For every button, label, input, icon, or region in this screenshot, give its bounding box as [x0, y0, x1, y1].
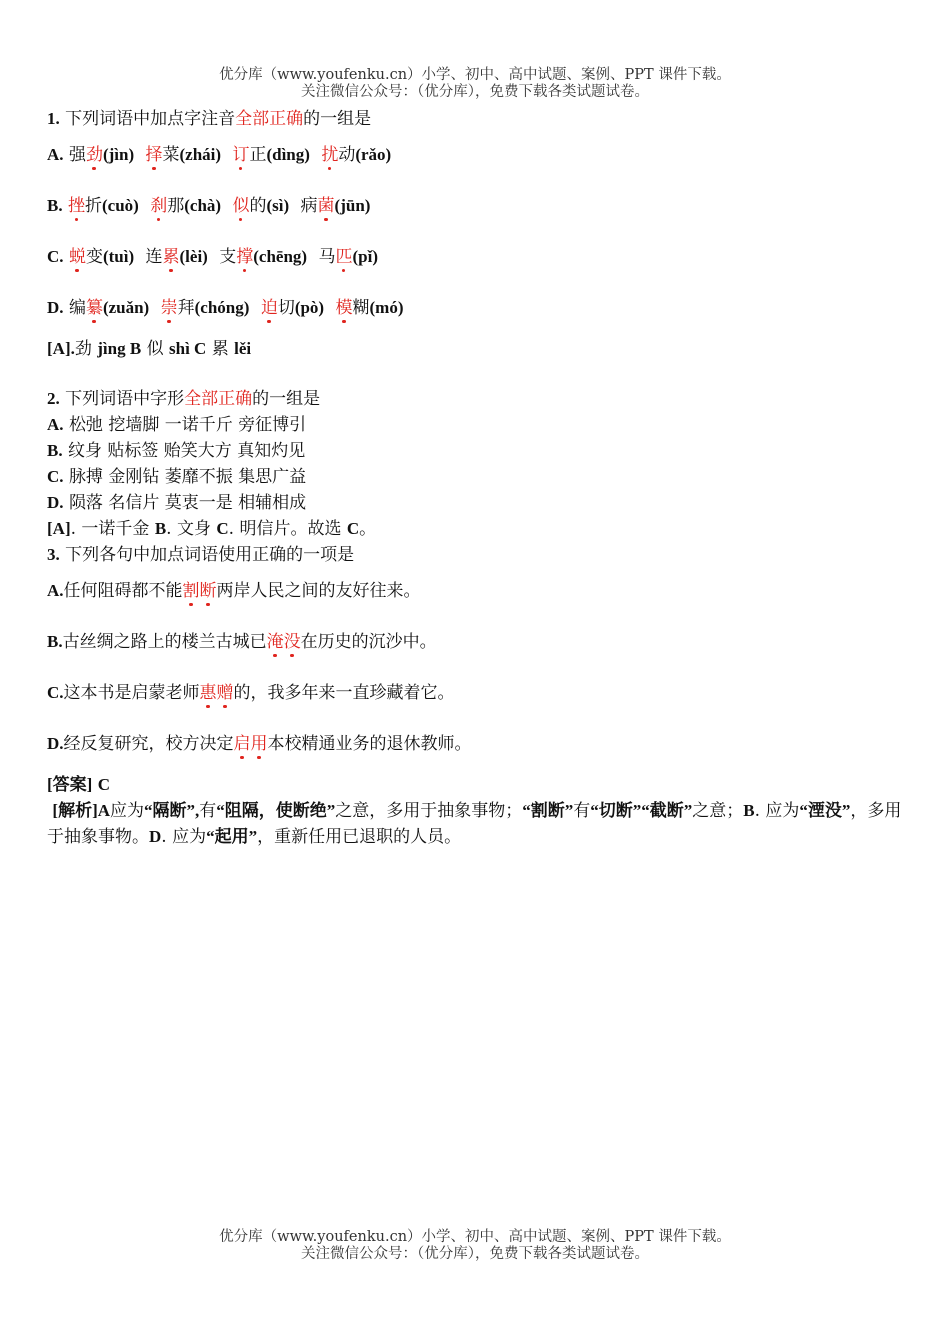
dotted-char: 择	[145, 145, 163, 165]
q3-stem: 3. 下列各句中加点词语使用正确的一项是	[47, 545, 355, 565]
dotted-char: 崇	[160, 298, 178, 318]
dotted-char: 蜕	[68, 247, 86, 267]
dotted-char: 订	[232, 145, 250, 165]
q1-option-d: D. 编纂(zuǎn) 崇拜(chóng) 迫切(pò) 模糊(mó)	[47, 298, 404, 318]
dotted-word: 割断	[182, 581, 217, 601]
page-footer	[0, 1229, 950, 1263]
footer-line-1: 优分库（www.youfenku.cn）小学、初中、高中试题、案例、PPT 课件下载。	[219, 1229, 731, 1245]
q1-emphasis: 全部正确	[235, 109, 304, 129]
q2-emphasis: 全部正确	[184, 389, 253, 409]
document-body	[47, 106, 907, 850]
q3-answer: [答案] C	[47, 775, 111, 794]
q2-option-d: D. 陨落 名信片 莫衷一是 相辅相成	[47, 493, 307, 513]
q1-option-c: C. 蜕变(tuì) 连累(lèi) 支撑(chēng) 马匹(pǐ)	[47, 247, 378, 267]
dotted-char: 迫	[260, 298, 278, 318]
q2-option-c: C. 脉搏 金刚钻 萎靡不振 集思广益	[47, 467, 307, 487]
q2-stem: 2. 下列词语中字形全部正确的一组是	[47, 389, 321, 409]
footer-line-2: 关注微信公众号：（优分库），免费下载各类试题试卷。	[301, 1246, 649, 1262]
dotted-char: 累	[162, 247, 180, 267]
header-line-2: 关注微信公众号：（优分库），免费下载各类试题试卷。	[301, 84, 649, 100]
q1-option-b: B. 挫折(cuò) 刹那(chà) 似的(sì) 病菌(jūn)	[47, 196, 371, 216]
q1-answer: [A].劲 jìng B 似 shì C 累 lěi	[47, 339, 252, 359]
dotted-char: 扰	[321, 145, 339, 165]
q3-number: 3.	[47, 545, 60, 564]
q2-answer: [A]. 一诺千金 B. 文身 C. 明信片。故选 C。	[47, 519, 377, 539]
dotted-char: 劲	[85, 145, 103, 165]
dotted-char: 菌	[317, 196, 335, 216]
q3-option-b: B.古丝绸之路上的楼兰古城已淹没在历史的沉沙中。	[47, 632, 437, 652]
q3-option-c: C.这本书是启蒙老师惠赠的，我多年来一直珍藏着它。	[47, 683, 455, 703]
dotted-char: 挫	[68, 196, 85, 216]
dotted-char: 匹	[335, 247, 353, 267]
dotted-word: 淹没	[266, 632, 301, 652]
q1-option-a: A. 强劲(jìn) 择菜(zhái) 订正(dìng) 扰动(rǎo)	[47, 145, 392, 165]
q1-number: 1.	[47, 109, 60, 128]
header-line-1: 优分库（www.youfenku.cn）小学、初中、高中试题、案例、PPT 课件下载。	[219, 67, 731, 83]
dotted-char: 似	[232, 196, 250, 216]
q1-stem: 1. 下列词语中加点字注音全部正确的一组是	[47, 109, 372, 129]
q2-option-b: B. 纹身 贴标签 贻笑大方 真知灼见	[47, 441, 306, 461]
dotted-char: 刹	[150, 196, 168, 216]
q3-option-a: A.任何阻碍都不能割断两岸人民之间的友好往来。	[47, 581, 421, 601]
dotted-char: 撑	[236, 247, 254, 267]
dotted-word: 启用	[233, 734, 268, 754]
q3-option-d: D.经反复研究，校方决定启用本校精通业务的退休教师。	[47, 734, 472, 754]
dotted-char: 模	[335, 298, 353, 318]
q3-analysis: [解析]A应为“隔断”,有“阻隔，使断绝”之意，多用于抽象事物；“割断”有“切断”“截断”之意；B. 应为“湮没”，多用于抽象事物。D. 应为“起用”，重新任用已退职的人员。	[47, 801, 902, 847]
page-header	[0, 67, 950, 101]
q2-number: 2.	[47, 389, 60, 408]
dotted-word: 惠赠	[199, 683, 234, 703]
dotted-char: 纂	[85, 298, 103, 318]
q2-option-a: A. 松弛 挖墙脚 一诺千斤 旁征博引	[47, 415, 307, 435]
